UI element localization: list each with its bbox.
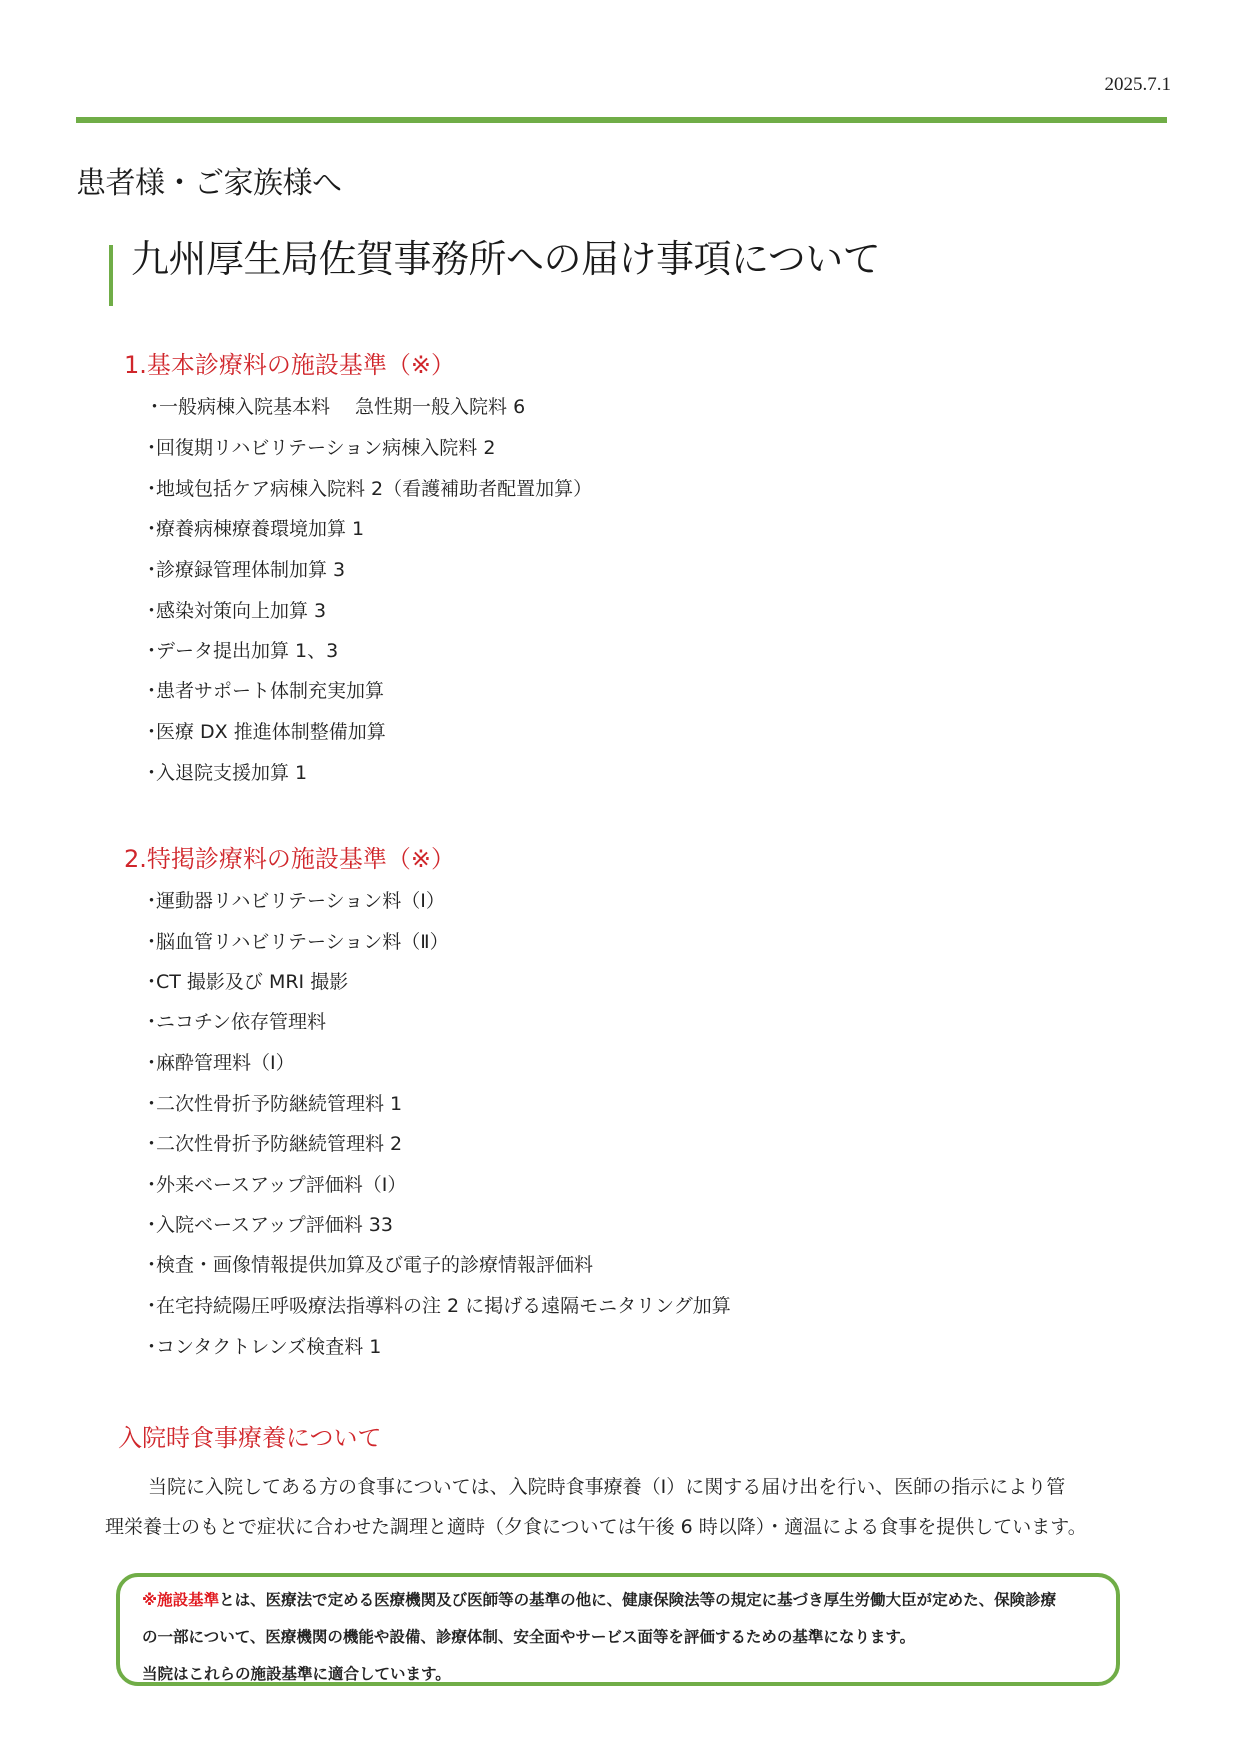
note-line-1: ※施設基準とは、医療法で定める医療機関及び医師等の基準の他に、健康保険法等の規定に基づき厚生労働大臣が定めた、保険診療 <box>142 1591 1057 1609</box>
list-item: ・療養病棟療養環境加算 1 <box>142 518 365 540</box>
section-1-heading: 1.基本診療料の施設基準（※） <box>124 351 456 379</box>
list-item: ・診療録管理体制加算 3 <box>142 559 346 581</box>
list-item: ・データ提出加算 1、3 <box>142 640 339 662</box>
list-item: ・回復期リハビリテーション病棟入院料 2 <box>142 437 496 459</box>
list-item: ・患者サポート体制充実加算 <box>142 680 385 702</box>
note-term: ※施設基準 <box>142 1591 220 1609</box>
meal-paragraph-line-1: 当院に入院してある方の食事については、入院時食事療養（Ⅰ）に関する届け出を行い、医師の指示により管 <box>148 1476 1066 1498</box>
list-item: ・一般病棟入院基本料 急性期一般入院料 6 <box>145 396 526 418</box>
page-title: 九州厚生局佐賀事務所への届け事項について <box>131 237 881 281</box>
list-item: ・二次性骨折予防継続管理料 1 <box>142 1093 403 1115</box>
list-item: ・入院ベースアップ評価料 33 <box>142 1214 393 1236</box>
greeting: 患者様・ご家族様へ <box>76 166 342 201</box>
note-line-3: 当院はこれらの施設基準に適合しています。 <box>142 1665 451 1683</box>
header-divider <box>76 117 1167 123</box>
list-item: ・ニコチン依存管理料 <box>142 1011 327 1033</box>
list-item: ・二次性骨折予防継続管理料 2 <box>142 1133 403 1155</box>
list-item: ・麻酔管理料（Ⅰ） <box>142 1052 295 1074</box>
meal-paragraph-line-2: 理栄養士のもとで症状に合わせた調理と適時（夕食については午後 6 時以降）・適温による食事を提供しています。 <box>105 1516 1087 1538</box>
list-item: ・外来ベースアップ評価料（Ⅰ） <box>142 1174 407 1196</box>
title-accent-bar <box>109 245 113 306</box>
meal-heading: 入院時食事療養について <box>118 1424 382 1452</box>
list-item: ・脳血管リハビリテーション料（Ⅱ） <box>142 931 449 953</box>
list-item: ・検査・画像情報提供加算及び電子的診療情報評価料 <box>142 1254 594 1276</box>
list-item: ・コンタクトレンズ検査料 1 <box>142 1336 382 1358</box>
list-item: ・運動器リハビリテーション料（Ⅰ） <box>142 890 445 912</box>
note-line-2: の一部について、医療機関の機能や設備、診療体制、安全面やサービス面等を評価するための基準になります。 <box>142 1628 916 1646</box>
list-item: ・在宅持続陽圧呼吸療法指導料の注 2 に掲げる遠隔モニタリング加算 <box>142 1295 731 1317</box>
section-2-heading: 2.特掲診療料の施設基準（※） <box>124 845 456 873</box>
list-item: ・感染対策向上加算 3 <box>142 600 327 622</box>
list-item: ・医療 DX 推進体制整備加算 <box>142 721 386 743</box>
facility-standard-note-box <box>116 1573 1120 1686</box>
list-item: ・CT 撮影及び MRI 撮影 <box>142 971 349 993</box>
document-date: 2025.7.1 <box>1104 74 1171 95</box>
list-item: ・地域包括ケア病棟入院料 2（看護補助者配置加算） <box>142 478 593 500</box>
list-item: ・入退院支援加算 1 <box>142 762 308 784</box>
